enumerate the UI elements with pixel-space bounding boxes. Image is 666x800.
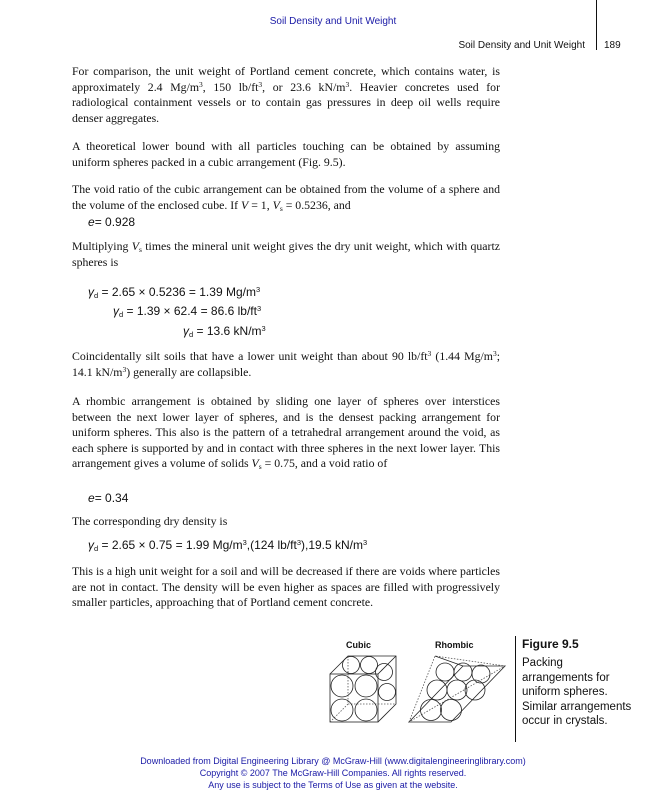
- equation-void-ratio-rhombic: e= 0.34: [88, 491, 129, 505]
- paragraph-silt-soils: Coincidentally silt soils that have a lower unit weight than about 90 $lb/ft^3$ (1.44 $Mg/m^3$; 14.1 $kN/m^3$) generally are collapsible.: [72, 349, 500, 379]
- cube-top-right-edge: [378, 656, 396, 674]
- sphere-r-front-left: [421, 700, 442, 721]
- footer-terms-line[interactable]: Any use is subject to the Terms of Use as given at the website.: [208, 780, 458, 790]
- sphere-back-top-far: [376, 664, 393, 681]
- footer-copyright-line: Copyright © 2007 The McGraw-Hill Companies. All rights reserved.: [199, 768, 467, 778]
- equation-dry-unit-weight-lb: $\gamma_d = 1.39 \times 62.4 = 86.6$ $lb/ft^3$: [113, 304, 262, 319]
- equation-dry-unit-weight-mg: $\gamma_d = 2.65 \times 0.5236 = 1.39$ $Mg/m^3$: [88, 285, 261, 300]
- sphere-back-top-right: [361, 657, 378, 674]
- paragraph-dry-density-intro: The corresponding dry density is: [72, 514, 228, 528]
- cubic-packing-diagram: [326, 652, 400, 726]
- sphere-front-bottom-left: [331, 699, 353, 721]
- page-number: 189: [604, 40, 621, 51]
- paragraph-lower-bound: A theoretical lower bound with all particles touching can be obtained by assuming uniform spheres packed in a cubic arrangement (Fig. 9.5).: [72, 139, 500, 169]
- sphere-front-top-left: [331, 675, 353, 697]
- sphere-r-mid-left: [427, 680, 447, 700]
- figure-label-cubic: Cubic: [346, 640, 372, 650]
- paragraph-concrete: For comparison, the unit weight of Portland cement concrete, which contains water, is approximately 2.4 $Mg/m^3$, 150 $lb/ft^3$, or 23.6 $kN/m^3$. Heavier concretes used for radiological containment vessels or to contain gas pressures in deep oil wells require denser aggregates.: [72, 64, 501, 125]
- rhombic-back-edge: [435, 656, 463, 666]
- equation-void-ratio-cubic: e= 0.928: [88, 215, 136, 229]
- figure-label-rhombic: Rhombic: [435, 640, 474, 650]
- sphere-front-top-right: [355, 675, 377, 697]
- sphere-back-top-left: [343, 657, 360, 674]
- figure-title: Figure 9.5: [522, 637, 579, 651]
- equation-dry-density: $\gamma_d = 2.65 \times 0.75 = 1.99$ $Mg/m^3,(124$ $lb/ft^3),19.5$ $kN/m^3$: [88, 538, 368, 553]
- paragraph-void-ratio: The void ratio of the cubic arrangement can be obtained from the volume of a sphere and the volume of the enclosed cube. If V = 1, $V_s = 0.5236$, and: [72, 182, 500, 213]
- rhombic-base-outline: [409, 666, 505, 722]
- caption-rule: [515, 636, 516, 742]
- sphere-r-front-right: [441, 700, 462, 721]
- paragraph-multiplying: Multiplying $V_s$ times the mineral unit weight gives the dry unit weight, which with quartz spheres is: [72, 239, 500, 269]
- sphere-front-bottom-right: [355, 699, 377, 721]
- header-rule: [596, 0, 597, 50]
- sphere-r-back-left: [436, 663, 454, 681]
- running-head-top: Soil Density and Unit Weight: [269, 16, 397, 27]
- equation-dry-unit-weight-kn: $\gamma_d = 13.6$ $kN/m^3$: [183, 324, 266, 339]
- figure-caption: Packing arrangements for uniform spheres. Similar arrangements occur in crystals.: [522, 657, 632, 728]
- header-title: Soil Density and Unit Weight: [458, 40, 585, 51]
- paragraph-high-unit-weight: This is a high unit weight for a soil and will be decreased if there are voids where particles are not in contact. The density will be even higher as spaces are filled with progressively smaller particles, approaching that of Portland cement concrete.: [72, 564, 500, 609]
- sphere-back-right: [379, 684, 396, 701]
- footer-download-line[interactable]: Downloaded from Digital Engineering Library @ McGraw-Hill (www.digitalengineeringlibrary.com): [140, 756, 526, 766]
- rhombic-packing-diagram: [405, 652, 509, 726]
- paragraph-rhombic: A rhombic arrangement is obtained by sliding one layer of spheres over interstices between the next lower layer of spheres, and is the densest packing arrangement for uniform spheres. This also is the pattern of a tetrahedral arrangement around the void, as each sphere is supported by and in contact with three spheres in the next lower layer. This arrangement gives a volume of solids $V_s = 0.75$, and a void ratio of: [72, 394, 500, 471]
